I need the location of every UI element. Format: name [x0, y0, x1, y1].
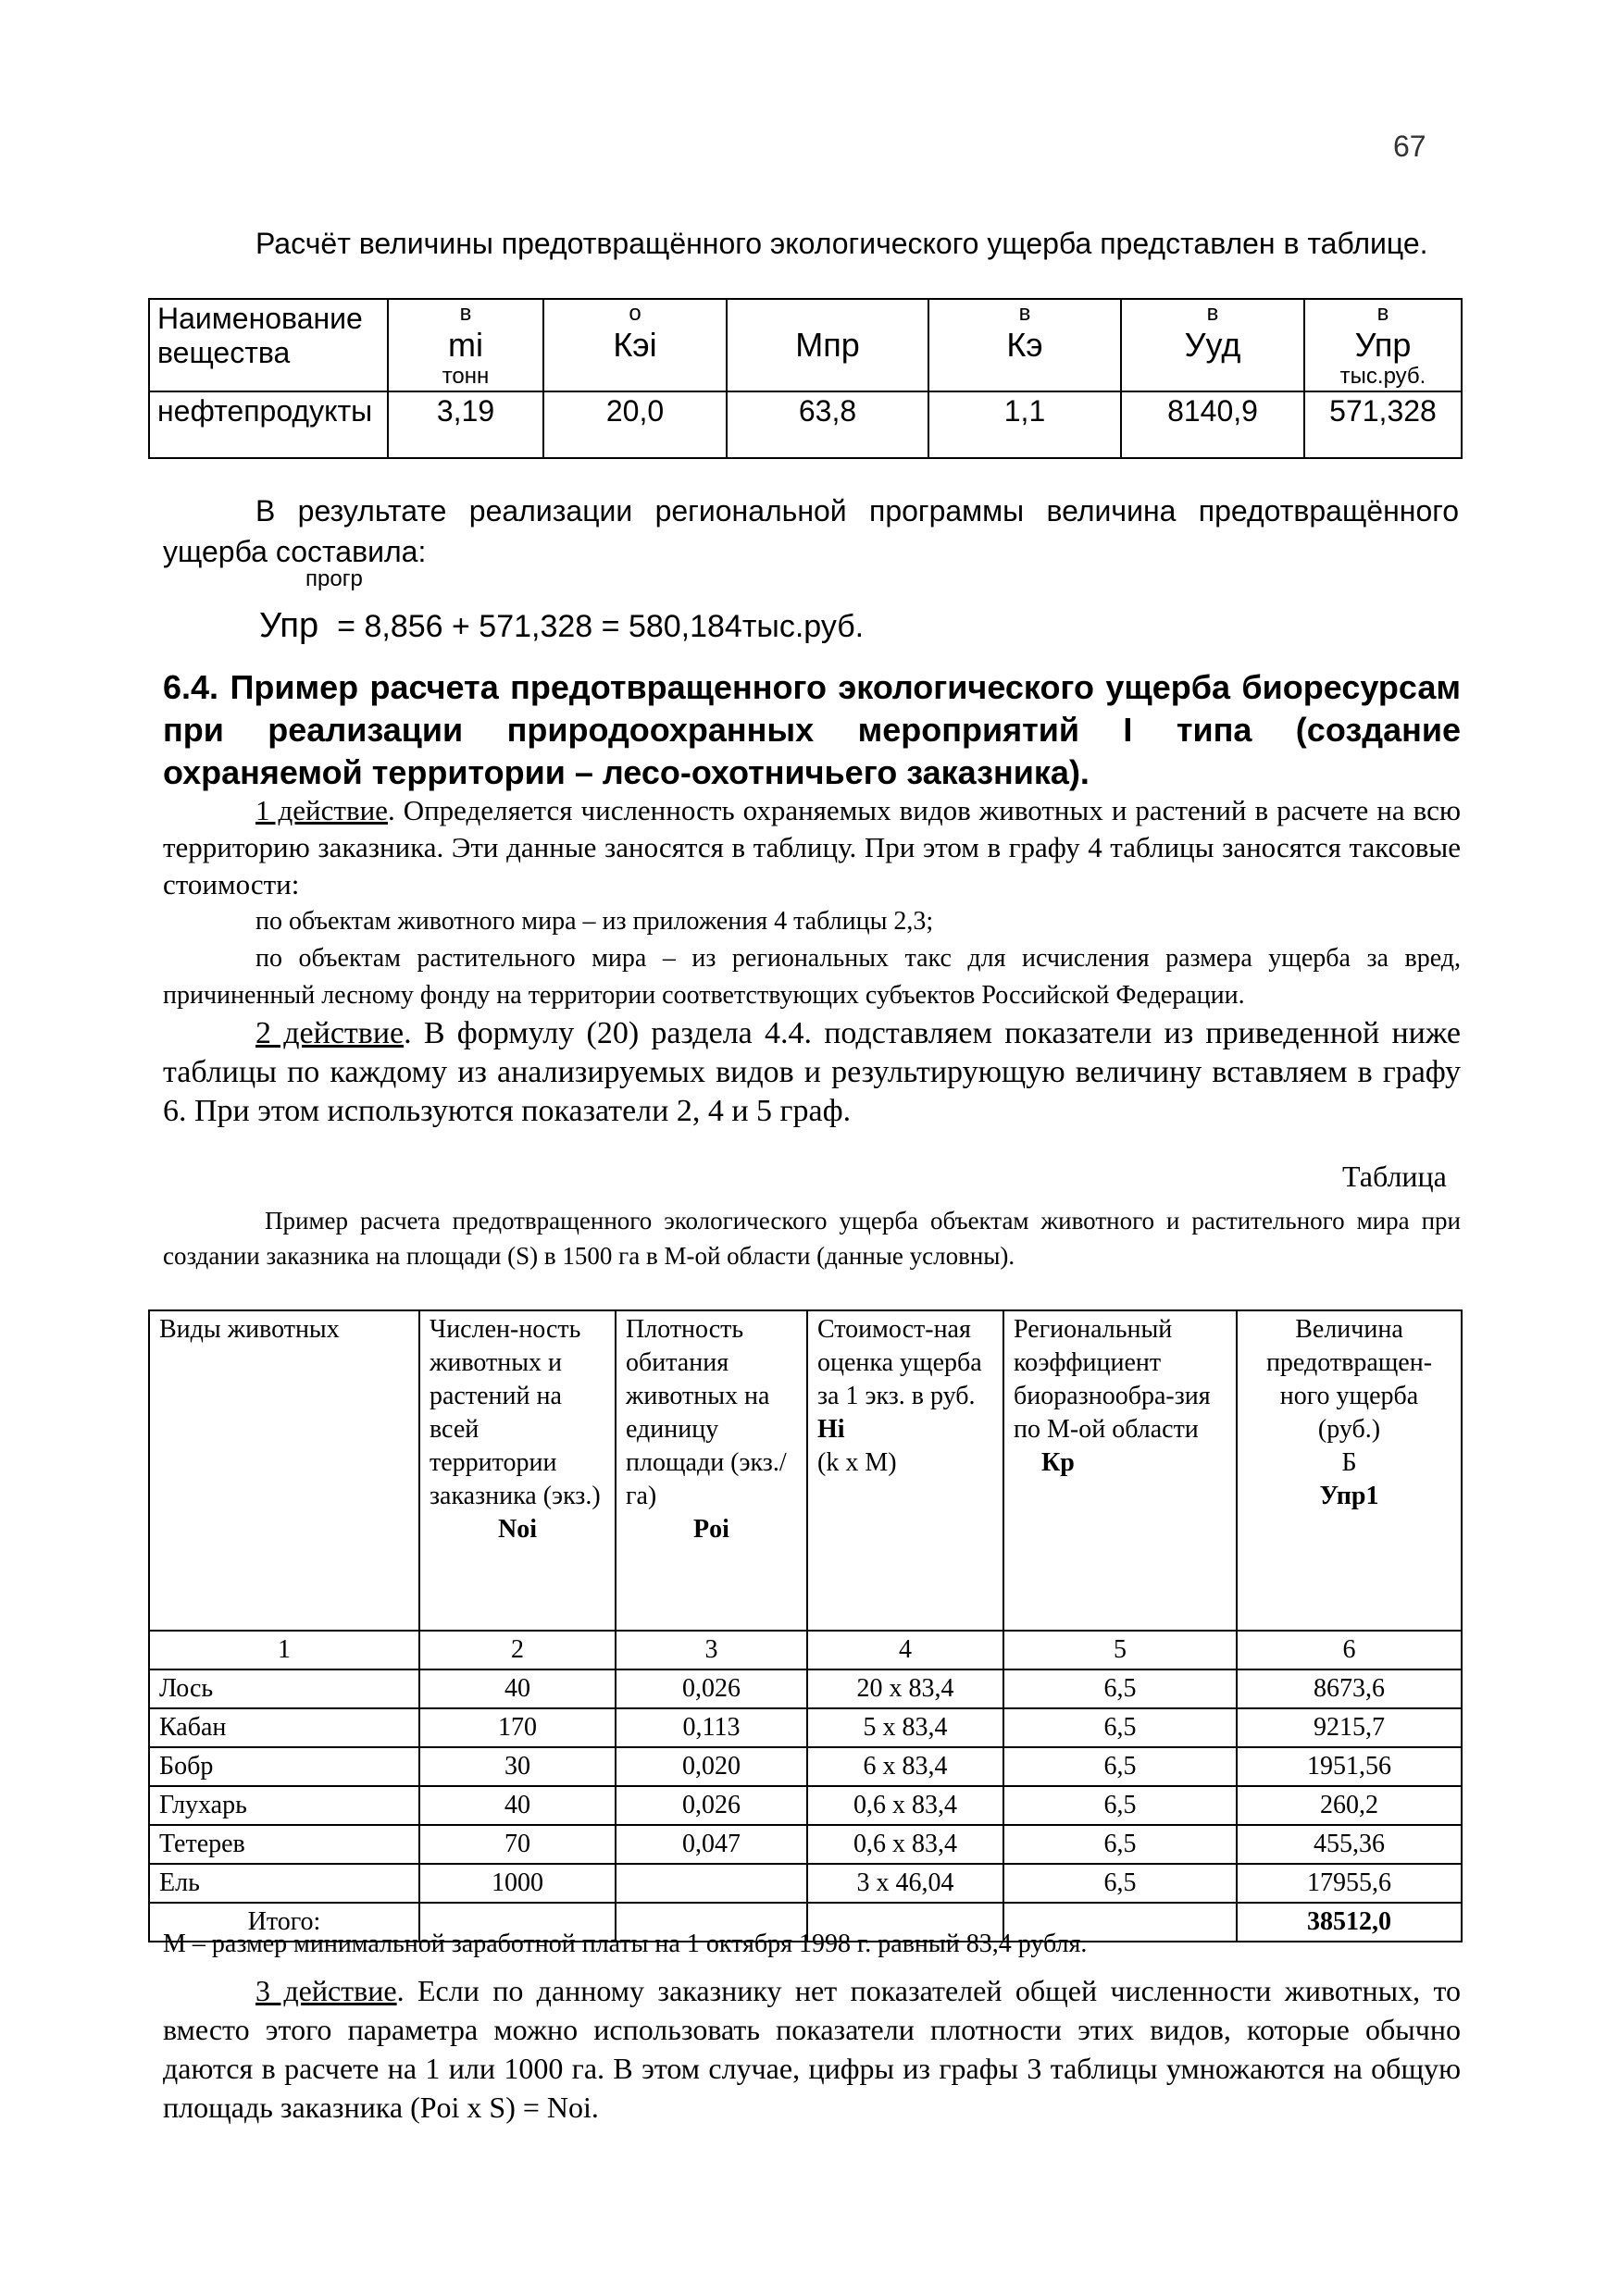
column-number: 1	[149, 1631, 419, 1669]
header-symbol2: Упр1	[1319, 1482, 1379, 1510]
table-cell: 8673,6	[1237, 1669, 1462, 1708]
header-cell	[1237, 1310, 1462, 1631]
table-row	[149, 391, 1462, 458]
table-row	[149, 1825, 1462, 1864]
table-cell: Тетерев	[149, 1825, 419, 1864]
header-top: о	[629, 301, 641, 326]
footnote: М – размер минимальной заработной платы на 1 октября 1998 г. равный 83,4 рубля.	[163, 1930, 1088, 1958]
table-cell: 20,0	[543, 391, 727, 458]
step1-paragraph	[163, 792, 1461, 903]
header-text: Стоимост-ная оценка ущерба за 1 экз. в руб.	[817, 1315, 982, 1410]
table-cell: 6,5	[1003, 1825, 1237, 1864]
table-cell: 3,19	[388, 391, 543, 458]
table-cell: Лось	[149, 1669, 419, 1708]
step3-paragraph	[163, 1971, 1461, 2127]
table-caption: Пример расчета предотвращенного экологического ущерба объектам животного и растительного мира при создании заказника на площади (S) в 1500 га в М-ой области (данные условны).	[163, 1207, 1461, 1270]
header-top: в	[459, 301, 472, 326]
table-cell: 260,2	[1237, 1786, 1462, 1825]
header-cell	[928, 299, 1121, 391]
table-cell: 170	[419, 1708, 616, 1747]
table-cell: 1,1	[928, 391, 1121, 458]
table-cell: 3 x 46,04	[807, 1864, 1003, 1903]
table-cell: 6 x 83,4	[807, 1747, 1003, 1786]
table-cell: 1000	[419, 1864, 616, 1903]
header-symbol: Noi	[498, 1515, 537, 1544]
header-text: Плотность обитания животных на единицу площади (экз./га)	[626, 1315, 787, 1510]
header-cell	[543, 299, 727, 391]
table-cell: 0,6 x 83,4	[807, 1786, 1003, 1825]
table-cell	[616, 1864, 807, 1903]
table-cell: 6,5	[1003, 1669, 1237, 1708]
column-numbers-row	[149, 1631, 1462, 1669]
header-text: Величина предотвращен-ного ущерба (руб.)	[1265, 1315, 1433, 1444]
damage-table-header	[149, 299, 1462, 391]
page-number: 67	[1393, 130, 1426, 163]
table-cell: 6,5	[1003, 1708, 1237, 1747]
table-cell: 0,6 x 83,4	[807, 1825, 1003, 1864]
step1-item-b: по объектам растительного мира – из региональных такс для исчисления размера ущерба за вред, причиненный лесному фонду на территории соответствующих субъектов Российской Федерации.	[163, 944, 1461, 1010]
table-cell: Глухарь	[149, 1786, 419, 1825]
header-cell	[419, 1310, 616, 1631]
table-cell: 30	[419, 1747, 616, 1786]
formula-expression: = 8,856 + 571,328 = 580,184тыс.руб.	[337, 609, 865, 644]
header-main: Кэi	[613, 326, 657, 364]
header-top: в	[1206, 301, 1219, 326]
table-cell: 6,5	[1003, 1864, 1237, 1903]
step1-item-a: по объектам животного мира – из приложения 4 таблицы 2,3;	[255, 907, 934, 936]
step2-paragraph	[163, 1014, 1461, 1131]
header-cell	[149, 299, 388, 391]
table-cell: 40	[419, 1669, 616, 1708]
step2-label: 2 действие	[255, 1016, 405, 1050]
table-cell: 20 x 83,4	[807, 1669, 1003, 1708]
formula-symbol: Упр	[259, 606, 319, 645]
table-cell: 17955,6	[1237, 1864, 1462, 1903]
table-cell: 1951,56	[1237, 1747, 1462, 1786]
header-main: Кэ	[1006, 326, 1043, 364]
header-symbol2: (k x M)	[817, 1448, 897, 1477]
header-top: в	[1376, 301, 1389, 326]
table-cell: 0,113	[616, 1708, 807, 1747]
table-cell: Кабан	[149, 1708, 419, 1747]
table-cell: 63,8	[727, 391, 928, 458]
table-cell: 571,328	[1304, 391, 1462, 458]
column-number: 4	[807, 1631, 1003, 1669]
step3-text: . Если по данному заказнику нет показателей общей численности животных, то вместо этого параметра можно использовать показатели плотности этих видов, которые обычно даются в расчете на 1 или 1000 га. В этом случае, цифры из графы 3 таблицы умножаются на общую площадь заказника (Poi x S) = Noi.	[163, 1974, 1462, 2124]
table-cell: Ель	[149, 1864, 419, 1903]
column-number: 2	[419, 1631, 616, 1669]
table-cell: Бобр	[149, 1747, 419, 1786]
header-main: Наименование вещества	[157, 302, 363, 369]
header-main: Мпр	[795, 326, 860, 364]
header-sub: тыс.руб.	[1339, 364, 1426, 389]
header-main: mi	[448, 326, 483, 364]
table-cell: 6,5	[1003, 1786, 1237, 1825]
table-cell: 8140,9	[1121, 391, 1304, 458]
table-cell: 0,020	[616, 1747, 807, 1786]
table-cell: 0,026	[616, 1786, 807, 1825]
table-cell: нефтепродукты	[149, 391, 388, 458]
result-paragraph: В результате реализации региональной программы величина предотвращённого ущерба составила:	[163, 494, 1459, 568]
column-number: 5	[1003, 1631, 1237, 1669]
header-main: Упр	[1354, 326, 1412, 364]
table-cell: 0,047	[616, 1825, 807, 1864]
formula	[259, 606, 864, 646]
step1-text: . Определяется численность охраняемых видов животных и растений в расчете на всю территорию заказника. Эти данные заносятся в таблицу. При этом в графу 4 таблицы заносятся таксовые стоимости:	[163, 794, 1461, 900]
step3-label: 3 действие	[255, 1974, 397, 2007]
header-cell	[149, 1310, 419, 1631]
damage-table	[148, 298, 1463, 459]
biodiversity-table	[148, 1309, 1463, 1942]
header-cell	[1304, 299, 1462, 391]
table-row	[149, 1864, 1462, 1903]
table-cell: 70	[419, 1825, 616, 1864]
header-symbol: Б	[1341, 1448, 1357, 1477]
header-cell	[1121, 299, 1304, 391]
header-text: Региональный коэффициент биоразнообра-зия по М-ой области	[1014, 1315, 1211, 1444]
header-symbol: Hi	[817, 1415, 845, 1444]
header-top: в	[1018, 301, 1031, 326]
table-cell: 5 x 83,4	[807, 1708, 1003, 1747]
table-label: Таблица	[1342, 1160, 1447, 1193]
step2-text: . В формулу (20) раздела 4.4. подставляем показатели из приведенной ниже таблицы по каждому из анализируемых видов и результирующую величину вставляем в графу 6. При этом используются показатели 2, 4 и 5 граф.	[163, 1016, 1462, 1128]
header-cell	[807, 1310, 1003, 1631]
table-cell: 40	[419, 1786, 616, 1825]
header-cell	[388, 299, 543, 391]
header-sub: тонн	[442, 364, 490, 389]
table-cell: 9215,7	[1237, 1708, 1462, 1747]
table-cell: 0,026	[616, 1669, 807, 1708]
header-text: Числен-ность животных и растений на всей территории заказника (экз.)	[430, 1315, 601, 1510]
total-label: Итого:	[149, 1903, 419, 1942]
header-cell	[616, 1310, 807, 1631]
table-row	[149, 1747, 1462, 1786]
column-number: 3	[616, 1631, 807, 1669]
biodiversity-table-header	[149, 1310, 1462, 1631]
header-symbol: Poi	[693, 1515, 729, 1544]
section-heading: 6.4. Пример расчета предотвращенного экологического ущерба биоресурсам при реализации природоохранных мероприятий I типа (создание охраняемой территории – лесо-охотничьего заказника).	[163, 668, 1461, 791]
header-text: Виды животных	[159, 1315, 340, 1344]
column-number: 6	[1237, 1631, 1462, 1669]
header-cell	[727, 299, 928, 391]
table-cell: 455,36	[1237, 1825, 1462, 1864]
header-main: Ууд	[1184, 326, 1241, 364]
intro-paragraph: Расчёт величины предотвращённого экологического ущерба представлен в таблице.	[255, 227, 1428, 260]
total-value: 38512,0	[1237, 1903, 1462, 1942]
step1-label: 1 действие	[255, 794, 388, 826]
table-row	[149, 1786, 1462, 1825]
table-row	[149, 1669, 1462, 1708]
header-cell	[1003, 1310, 1237, 1631]
table-row	[149, 1708, 1462, 1747]
header-symbol: Кр	[1041, 1448, 1075, 1477]
body-text	[163, 792, 1461, 1131]
table-cell: 6,5	[1003, 1747, 1237, 1786]
formula-superscript: прогр	[305, 566, 363, 591]
